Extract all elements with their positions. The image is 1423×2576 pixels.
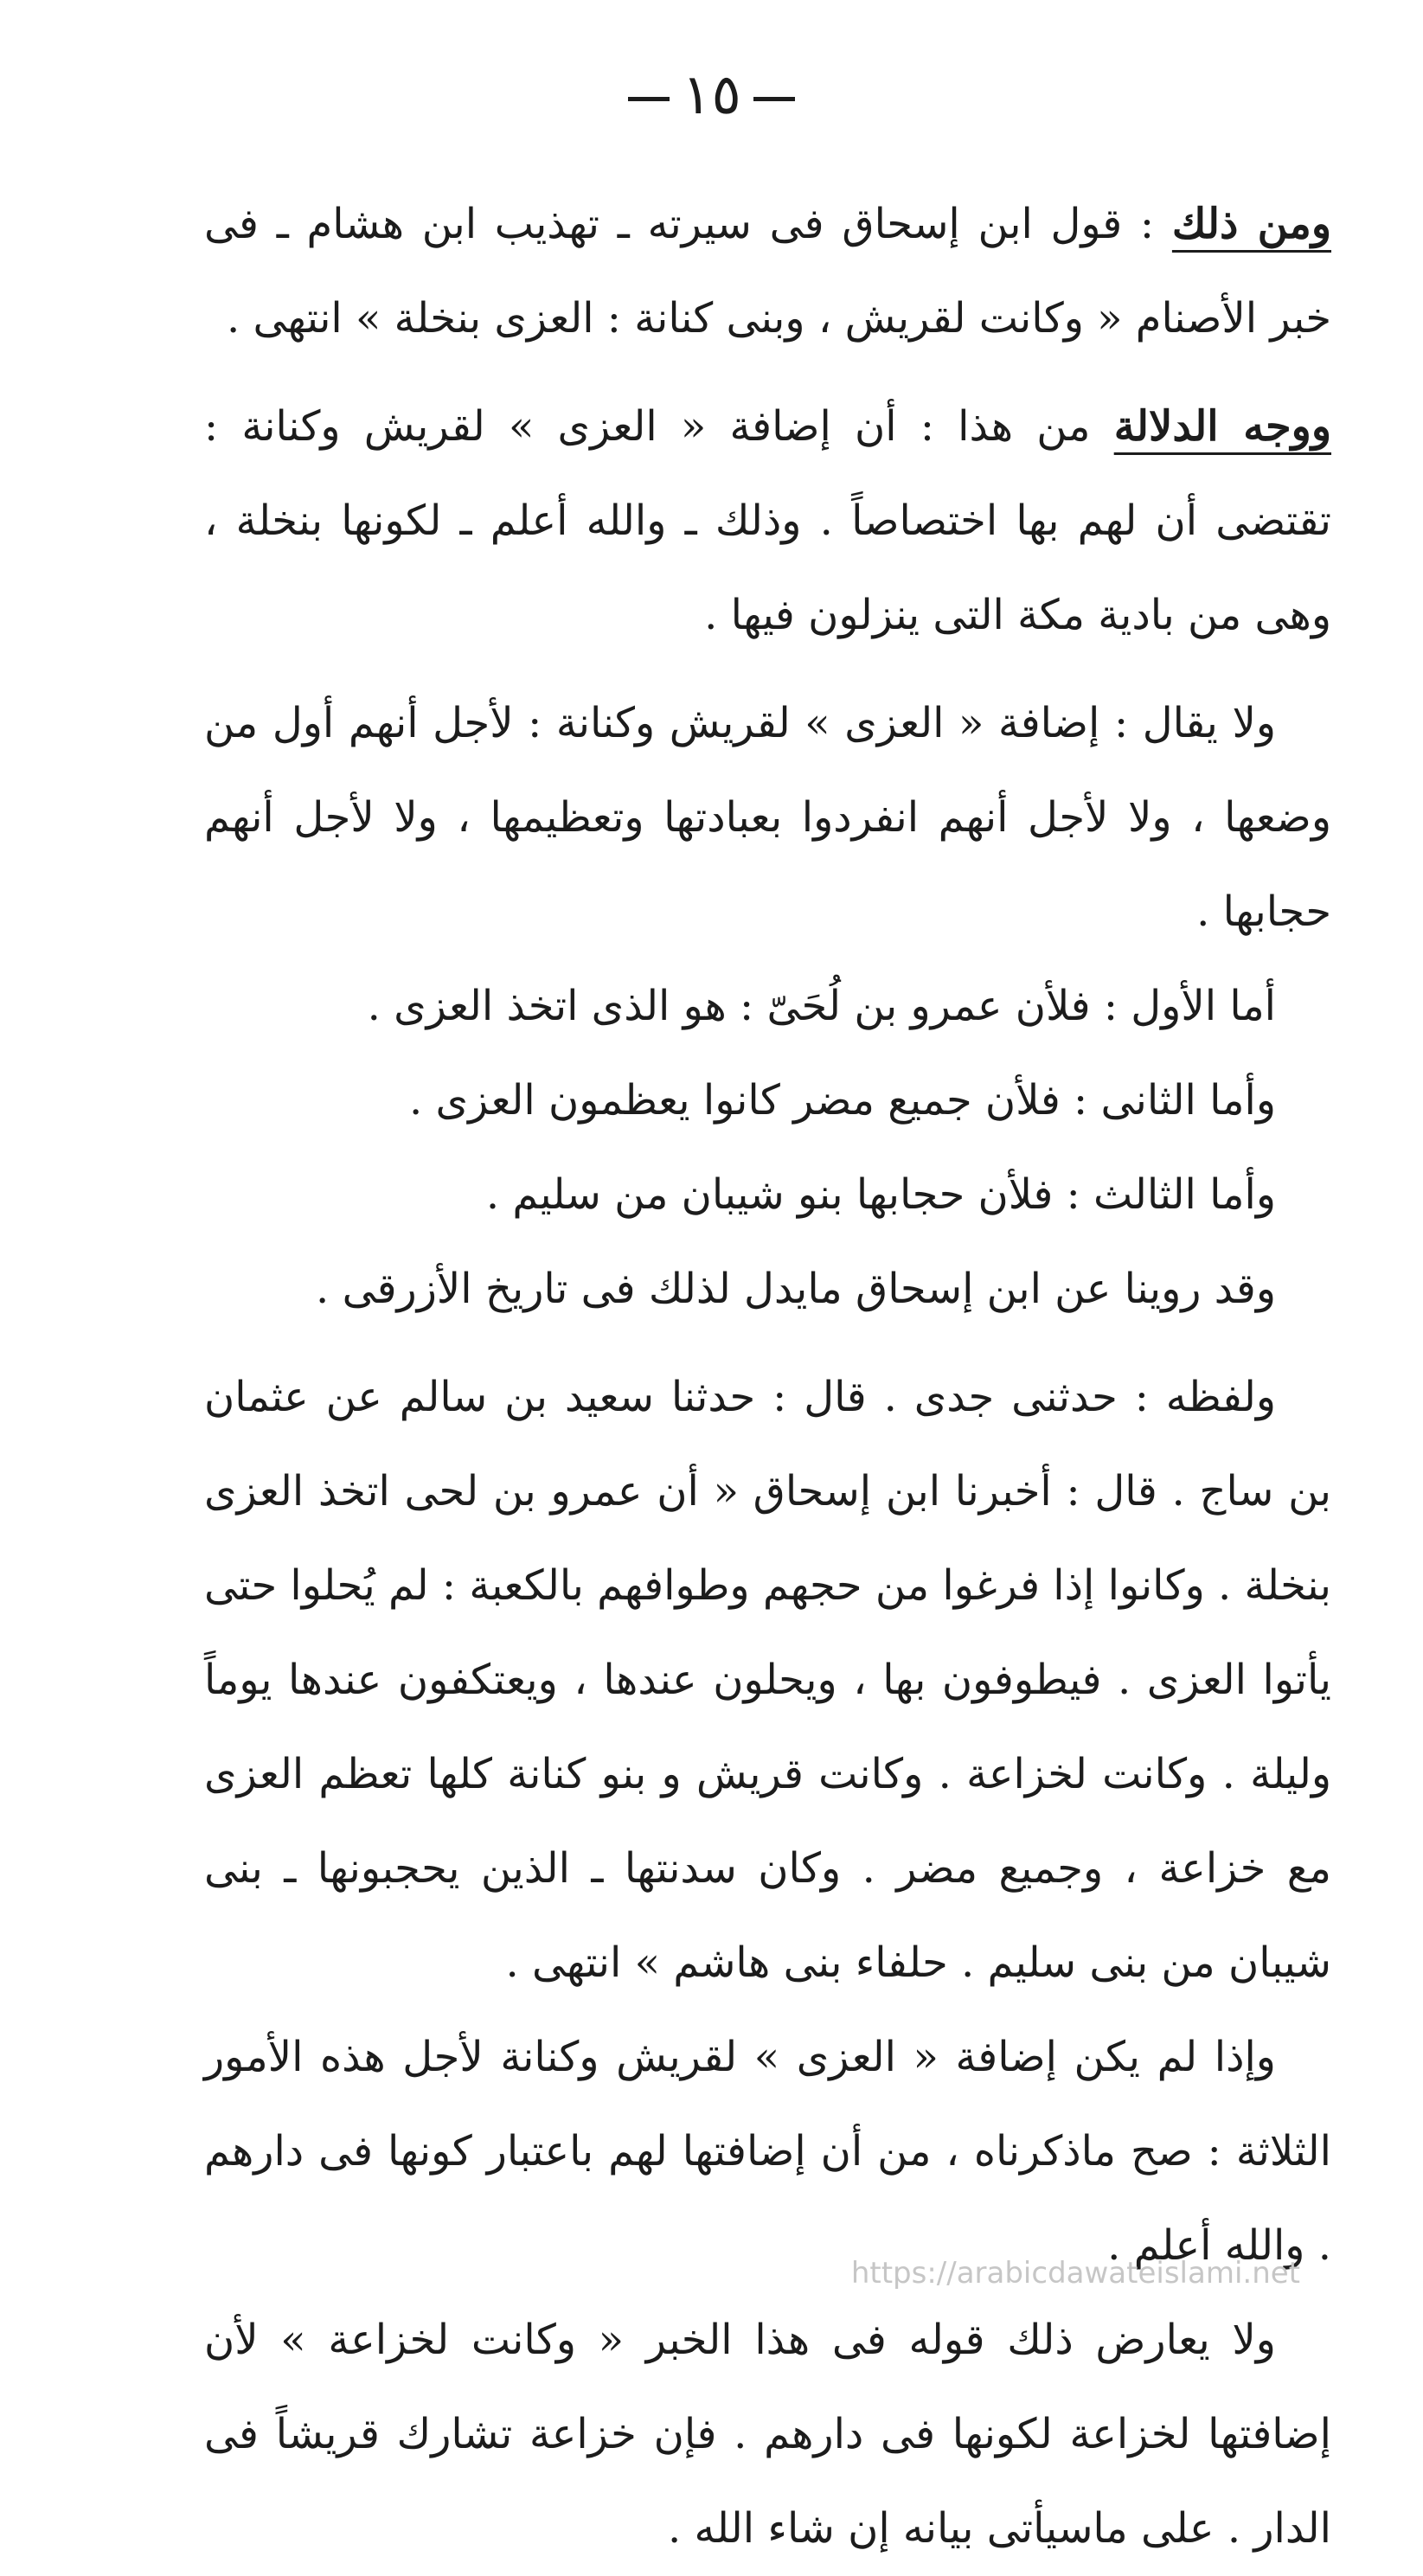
paragraph-3: ولا يقال : إضافة « العزى » لقريش وكنانة : لأجل أنهم أول من وضعها ، ولا لأجل أنهم انفردوا بعبادتها وتعظيمها ، ولا لأجل أنهم حجابها . bbox=[204, 699, 1331, 936]
text-body bbox=[204, 177, 1331, 2576]
paragraph-lead: ومن ذلك bbox=[1171, 200, 1331, 248]
paragraph-6: وأما الثالث : فلأن حجابها بنو شيبان من سليم . bbox=[485, 1170, 1276, 1219]
paragraph-text: من هذا : أن إضافة « العزى » لقريش وكنانة : تقتضى أن لهم بها اختصاصاً . وذلك ـ والله أعلم ـ لكونها بنخلة ، وهى من بادية مكة التى ينزلون فيها . bbox=[204, 402, 1332, 639]
paragraph-text: : قول ابن إسحاق فى سيرته ـ تهذيب ابن هشام ـ فى خبر الأصنام « وكانت لقريش ، وبنى كنانة : العزى بنخلة » انتهى . bbox=[204, 200, 1331, 343]
paragraph-lead: ووجه الدلالة bbox=[1113, 402, 1331, 451]
paragraph-10: ولا يعارض ذلك قوله فى هذا الخبر « وكانت لخزاعة » لأن إضافتها لخزاعة لكونها فى دارهم . فإن خزاعة تشارك قريشاً فى الدار . على ماسيأتى بيانه إن شاء الله . bbox=[204, 2316, 1331, 2553]
paragraph-8: ولفظه : حدثنى جدى . قال : حدثنا سعيد بن سالم عن عثمان بن ساج . قال : أخبرنا ابن إسحاق « أن عمرو بن لحى اتخذ العزى بنخلة . وكانوا إذا فرغوا من حجهم وطوافهم بالكعبة : لم يُحلوا حتى يأتوا العزى . فيطوفون بها ، ويحلون عندها ، ويعتكفون عندها يوماً وليلة . وكانت لخزاعة . وكانت قريش و بنو كنانة كلها تعظم العزى مع خزاعة ، وجميع مضر . وكان سدنتها ـ الذين يحجبونها ـ بنى شيبان من بنى سليم . حلفاء بنى هاشم » انتهى . bbox=[204, 1373, 1331, 1987]
dash-right bbox=[628, 97, 670, 101]
paragraph-1 bbox=[204, 177, 1331, 366]
dash-left bbox=[753, 97, 795, 101]
paragraph-4: أما الأول : فلأن عمرو بن لُحَىّ : هو الذى اتخذ العزى . bbox=[367, 982, 1276, 1030]
page-number-value: ١٥ bbox=[682, 63, 741, 127]
paragraph-5: وأما الثانى : فلأن جميع مضر كانوا يعظمون العزى . bbox=[409, 1076, 1276, 1125]
paragraph-7: وقد روينا عن ابن إسحاق مايدل لذلك فى تاريخ الأزرقى . bbox=[316, 1265, 1276, 1313]
source-url: https://arabicdawateislami.net bbox=[850, 2256, 1300, 2291]
page-number bbox=[0, 63, 1423, 127]
paragraph-9: وإذا لم يكن إضافة « العزى » لقريش وكنانة لأجل هذه الأمور الثلاثة : صح ماذكرناه ، من أن إضافتها لهم باعتبار كونها فى دارهم . والله أعلم . bbox=[204, 2033, 1331, 2270]
paragraph-2 bbox=[204, 380, 1331, 663]
